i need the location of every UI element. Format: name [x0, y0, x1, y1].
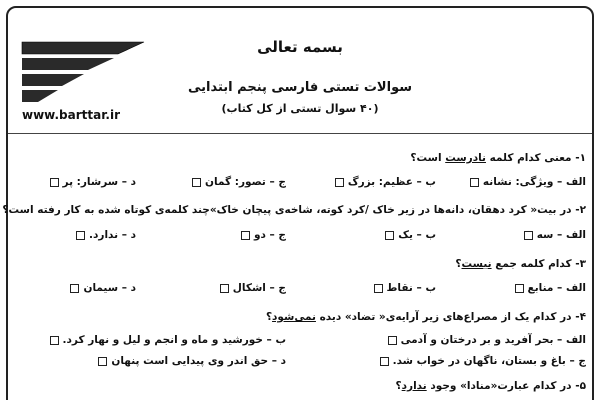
- question-2-options: [14, 229, 586, 247]
- option-2c[interactable]: ج – دو: [241, 229, 286, 241]
- option-4a[interactable]: الف – بحر آفرید و بر درختان و آدمی: [388, 334, 586, 346]
- question-1-options: [14, 176, 586, 194]
- option-4c[interactable]: ج – باغ و بستان، ناگهان در خواب شد.: [380, 355, 586, 367]
- option-3d[interactable]: د – سیمان: [70, 282, 136, 294]
- page-subtitle: سوالات تستی فارسی پنجم ابتدایی: [187, 80, 412, 95]
- option-1b[interactable]: ب – عظیم: بزرگ: [335, 176, 436, 188]
- option-1a[interactable]: الف – ویژگی: نشانه: [470, 176, 586, 188]
- option-1c[interactable]: ج – تصور: گمان: [192, 176, 286, 188]
- checkbox[interactable]: [515, 284, 524, 293]
- checkbox[interactable]: [380, 357, 389, 366]
- question-3: ۳- کدام کلمه جمع نیست؟: [455, 258, 586, 270]
- question-2: ۲- در بیت« کرد دهقان، دانه‌ها در زیر خاک /کرد کوته، شاخه‌ی پیچان خاک»چند کلمه‌ی کوتاه شده به کار رفته است؟: [2, 204, 586, 216]
- checkbox[interactable]: [98, 357, 107, 366]
- option-2d[interactable]: د – ندارد.: [76, 229, 136, 241]
- option-3a[interactable]: الف – منابع: [515, 282, 586, 294]
- question-count-note: (۴۰ سوال تستی از کل کتاب): [221, 102, 379, 115]
- question-5: ۵- در کدام عبارت«منادا» وجود ندارد؟: [395, 380, 586, 392]
- checkbox[interactable]: [388, 336, 397, 345]
- checkbox[interactable]: [470, 178, 479, 187]
- question-4-options-row1: [14, 334, 586, 352]
- checkbox[interactable]: [76, 231, 85, 240]
- header-divider: [8, 133, 592, 134]
- question-4-options-row2: [14, 355, 586, 373]
- page-title: بسمه تعالی: [257, 38, 343, 56]
- checkbox[interactable]: [192, 178, 201, 187]
- option-2b[interactable]: ب – یک: [385, 229, 436, 241]
- checkbox[interactable]: [241, 231, 250, 240]
- option-2a[interactable]: الف – سه: [524, 229, 586, 241]
- option-1d[interactable]: د – سرشار: پر: [50, 176, 136, 188]
- checkbox[interactable]: [220, 284, 229, 293]
- option-4d[interactable]: د – حق اندر وی پیدایی است پنهان: [98, 355, 286, 367]
- website-url[interactable]: www.barttar.ir: [22, 108, 121, 122]
- option-3b[interactable]: ب – نقاط: [374, 282, 436, 294]
- checkbox[interactable]: [385, 231, 394, 240]
- question-1: ۱- معنی کدام کلمه نادرست است؟: [410, 152, 586, 164]
- question-4: ۴- در کدام یک از مصراع‌های زیر آرایه‌ی« تضاد» دیده نمی‌شود؟: [265, 311, 586, 323]
- checkbox[interactable]: [50, 178, 59, 187]
- checkbox[interactable]: [70, 284, 79, 293]
- checkbox[interactable]: [524, 231, 533, 240]
- checkbox[interactable]: [50, 336, 59, 345]
- option-3c[interactable]: ج – اشکال: [220, 282, 286, 294]
- option-4b[interactable]: ب – خورشید و ماه و انجم و لیل و نهار کرد.: [50, 334, 286, 346]
- barttar-logo: [18, 38, 148, 108]
- checkbox[interactable]: [374, 284, 383, 293]
- question-3-options: [14, 282, 586, 300]
- checkbox[interactable]: [335, 178, 344, 187]
